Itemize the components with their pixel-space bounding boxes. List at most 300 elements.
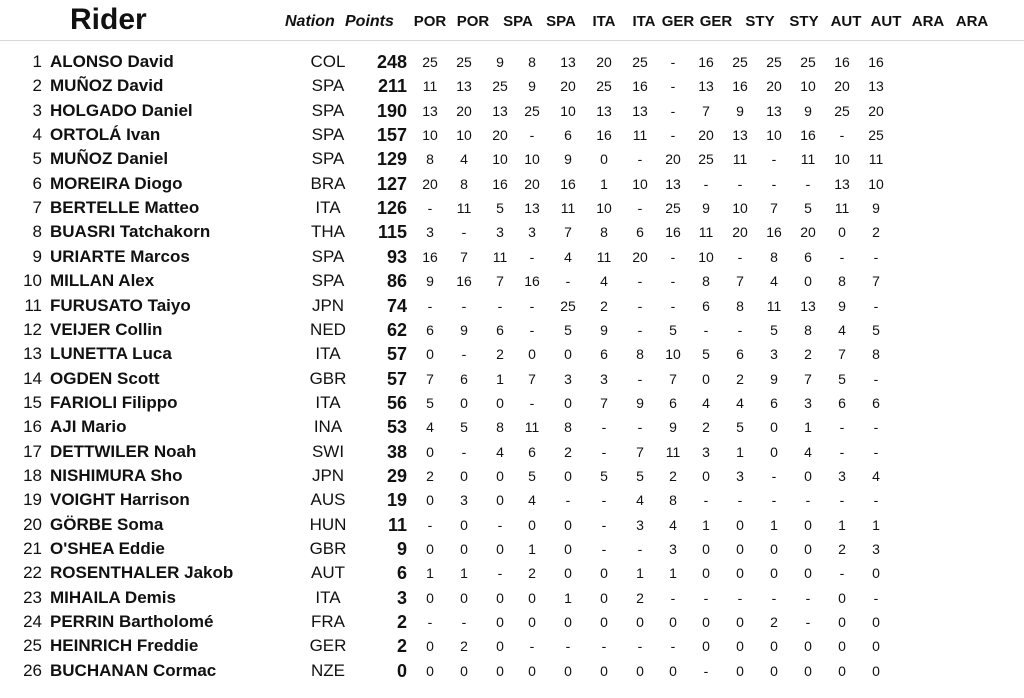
rider-points: 115 [377, 222, 407, 243]
race-result: 8 [564, 419, 572, 436]
rider-name: ALONSO David [50, 52, 174, 71]
rider-points: 9 [396, 539, 407, 559]
race-result: 2 [460, 638, 468, 655]
rider-name: O'SHEA Eddie [50, 539, 165, 558]
race-result: 13 [698, 78, 714, 95]
race-result: 20 [596, 54, 612, 70]
rider-points: 127 [376, 173, 407, 194]
race-result: - [839, 565, 845, 582]
race-result: 0 [496, 589, 504, 606]
table-row [0, 220, 1024, 244]
race-result: 20 [632, 248, 648, 265]
race-result: 25 [698, 151, 714, 168]
race-result: 0 [804, 467, 812, 484]
rider-nation: ITA [315, 587, 341, 607]
race-result: 8 [838, 273, 846, 290]
race-result: 0 [804, 273, 812, 290]
rider-name: HEINRICH Freddie [50, 636, 199, 656]
rider-points: 29 [386, 465, 407, 486]
race-result: 13 [732, 127, 748, 144]
race-column-header: POR [456, 13, 490, 30]
race-result: 10 [732, 200, 748, 217]
race-result: 4 [496, 443, 504, 460]
race-result: 9 [564, 151, 572, 168]
race-result: 20 [492, 127, 508, 144]
race-result: 0 [496, 614, 504, 631]
rider-nation: AUT [311, 563, 345, 583]
race-result: - [637, 321, 643, 338]
rider-position: 11 [24, 295, 42, 315]
rider-points: 19 [386, 490, 407, 511]
race-result: 16 [766, 224, 782, 241]
race-column-header: GER [699, 13, 733, 30]
race-result: - [601, 443, 607, 460]
race-result: 0 [702, 638, 710, 655]
race-result: 0 [804, 541, 812, 557]
race-result: 0 [600, 151, 608, 168]
race-result: 0 [496, 492, 504, 509]
race-result: 1 [770, 516, 778, 533]
race-result: 8 [702, 273, 710, 290]
race-result: 7 [770, 200, 778, 217]
race-result: - [873, 589, 879, 606]
rider-points: 62 [386, 319, 407, 340]
rider-nation: GER [309, 636, 347, 656]
race-result: 9 [669, 419, 677, 436]
race-result: 10 [800, 78, 816, 95]
rider-position: 18 [23, 465, 42, 485]
race-result: 10 [868, 175, 884, 192]
race-result: 0 [770, 638, 778, 655]
race-result: 6 [702, 297, 710, 314]
race-result: 4 [669, 516, 677, 533]
rider-name: URIARTE Marcos [50, 246, 190, 266]
race-result: 0 [702, 541, 710, 557]
race-result: 5 [804, 200, 812, 217]
race-result: 3 [564, 370, 572, 387]
race-result: 3 [838, 467, 846, 484]
race-result: 7 [804, 370, 812, 387]
rider-nation: NZE [311, 660, 345, 680]
race-result: 8 [636, 346, 644, 363]
race-result: 0 [426, 638, 434, 655]
table-row [0, 294, 1024, 318]
race-result: 0 [564, 614, 572, 631]
race-result: 8 [804, 321, 812, 338]
race-result: 7 [496, 273, 504, 290]
race-result: 25 [524, 102, 540, 119]
race-result: - [737, 321, 743, 338]
race-result: 8 [872, 346, 880, 363]
table-row [0, 269, 1024, 293]
race-result: 10 [834, 151, 850, 168]
race-result: 2 [838, 541, 846, 557]
race-result: - [670, 638, 676, 655]
race-result: 16 [665, 224, 681, 241]
rider-name: OGDEN Scott [50, 368, 160, 388]
rider-position: 4 [32, 125, 42, 145]
rider-points: 86 [386, 271, 407, 292]
race-result: 8 [669, 492, 677, 509]
race-result: 5 [426, 394, 434, 411]
race-result: 0 [528, 516, 536, 533]
race-result: - [529, 248, 535, 265]
race-result: 0 [496, 638, 504, 655]
race-result: 25 [665, 200, 681, 217]
race-result: 7 [636, 443, 644, 460]
race-result: 20 [834, 78, 850, 95]
race-result: - [703, 589, 709, 606]
table-row [0, 634, 1024, 658]
rider-points: 2 [396, 612, 407, 633]
race-result: 20 [422, 175, 438, 192]
race-result: 20 [560, 78, 576, 95]
rider-nation: SPA [311, 125, 345, 145]
race-result: 25 [596, 78, 612, 95]
race-result: - [805, 492, 811, 509]
rider-nation: FRA [311, 612, 345, 632]
race-result: 0 [460, 589, 468, 606]
race-result: - [873, 370, 879, 387]
rider-points: 126 [376, 198, 407, 219]
race-result: - [771, 151, 777, 168]
race-column-header: POR [413, 13, 447, 30]
rider-position: 16 [23, 417, 42, 437]
race-result: 0 [426, 346, 434, 363]
race-result: 9 [702, 200, 710, 217]
race-result: 11 [596, 248, 612, 265]
rider-position: 25 [23, 636, 42, 656]
race-column-header: SPA [503, 13, 533, 30]
race-result: 5 [669, 321, 677, 338]
race-result: 0 [770, 541, 778, 557]
race-result: 1 [669, 565, 677, 582]
race-result: - [873, 248, 879, 265]
race-result: 4 [528, 492, 536, 509]
race-result: 1 [838, 516, 846, 533]
race-result: 1 [804, 419, 812, 436]
race-result: 0 [600, 589, 608, 606]
race-result: 0 [600, 614, 608, 631]
race-result: - [637, 541, 643, 557]
race-result: 8 [460, 175, 468, 192]
race-result: 2 [702, 419, 710, 436]
race-result: 11 [868, 151, 884, 168]
race-result: 25 [560, 297, 576, 314]
race-result: 16 [524, 273, 540, 290]
rider-nation: SPA [311, 246, 345, 266]
race-result: 0 [770, 419, 778, 436]
race-result: 10 [524, 151, 540, 168]
race-result: 11 [456, 200, 472, 217]
race-result: 2 [496, 346, 504, 363]
rider-name: MOREIRA Diogo [50, 173, 183, 193]
race-result: 2 [528, 565, 536, 582]
rider-points: 129 [376, 149, 407, 170]
rider-points: 2 [396, 636, 407, 657]
race-result: - [839, 443, 845, 460]
rider-nation: HUN [309, 514, 347, 534]
rider-points: 38 [386, 441, 407, 462]
race-result: 7 [669, 370, 677, 387]
race-result: - [703, 492, 709, 509]
rider-position: 6 [32, 173, 42, 193]
race-result: 20 [732, 224, 748, 241]
race-result: - [637, 273, 643, 290]
table-row [0, 513, 1024, 537]
race-result: 3 [460, 492, 468, 509]
table-row [0, 464, 1024, 488]
race-result: 9 [600, 321, 608, 338]
rider-name: FARIOLI Filippo [50, 392, 178, 412]
race-result: 10 [560, 102, 576, 119]
race-result: 0 [838, 638, 846, 655]
table-row [0, 245, 1024, 269]
rider-name: VOIGHT Harrison [50, 490, 190, 510]
race-result: - [873, 297, 879, 314]
race-result: 3 [669, 541, 677, 557]
rider-name: GÖRBE Soma [50, 514, 164, 534]
rider-nation: JPN [311, 465, 345, 485]
race-result: 0 [636, 662, 644, 679]
rider-position: 1 [32, 52, 42, 71]
race-result: 0 [669, 662, 677, 679]
race-result: 0 [426, 443, 434, 460]
race-result: 0 [496, 467, 504, 484]
race-result: 1 [528, 541, 536, 557]
race-result: 0 [770, 662, 778, 679]
race-result: - [461, 443, 467, 460]
race-result: 13 [422, 102, 438, 119]
race-result: 4 [426, 419, 434, 436]
race-result: 0 [496, 662, 504, 679]
race-result: 0 [600, 565, 608, 582]
race-result: - [461, 346, 467, 363]
race-result: 3 [702, 443, 710, 460]
race-result: 5 [600, 467, 608, 484]
race-result: 2 [636, 589, 644, 606]
race-result: 13 [456, 78, 472, 95]
rider-points: 56 [386, 392, 407, 413]
race-result: 7 [702, 102, 710, 119]
race-result: 11 [800, 151, 816, 168]
race-result: 7 [564, 224, 572, 241]
table-row [0, 123, 1024, 147]
race-result: 4 [636, 492, 644, 509]
race-result: 0 [804, 565, 812, 582]
rider-position: 12 [23, 319, 42, 339]
rider-nation: BRA [310, 173, 346, 193]
race-result: 5 [872, 321, 880, 338]
rider-name: ORTOLÁ Ivan [50, 125, 161, 145]
race-result: 11 [732, 151, 748, 168]
race-result: 6 [564, 127, 572, 144]
race-result: 13 [800, 297, 816, 314]
race-result: 7 [460, 248, 468, 265]
race-result: 5 [460, 419, 468, 436]
race-result: 13 [492, 102, 508, 119]
race-result: 0 [564, 516, 572, 533]
race-result: 0 [564, 394, 572, 411]
rider-position: 9 [32, 246, 42, 266]
table-row [0, 537, 1024, 561]
rider-position: 22 [23, 563, 42, 583]
rider-nation: JPN [311, 295, 345, 315]
race-result: 16 [632, 78, 648, 95]
race-result: 0 [528, 662, 536, 679]
race-result: 16 [456, 273, 472, 290]
race-result: 1 [460, 565, 468, 582]
race-result: - [497, 516, 503, 533]
rider-position: 14 [23, 368, 42, 388]
race-result: - [601, 419, 607, 436]
race-result: - [771, 492, 777, 509]
rider-name: BUASRI Tatchakorn [50, 222, 211, 242]
race-result: 0 [736, 662, 744, 679]
rider-position: 7 [32, 198, 42, 218]
rider-name: BERTELLE Matteo [50, 198, 200, 218]
race-result: - [737, 175, 743, 192]
rider-name: HOLGADO Daniel [50, 100, 193, 120]
race-result: 13 [560, 54, 576, 70]
race-result: - [497, 297, 503, 314]
race-result: - [839, 492, 845, 509]
race-result: - [670, 248, 676, 265]
race-result: 10 [596, 200, 612, 217]
table-row [0, 172, 1024, 196]
race-result: 13 [596, 102, 612, 119]
race-result: 0 [460, 541, 468, 557]
race-result: 9 [770, 370, 778, 387]
race-result: 3 [636, 516, 644, 533]
race-result: 25 [800, 54, 816, 70]
race-result: 6 [528, 443, 536, 460]
race-result: 0 [770, 443, 778, 460]
race-result: 9 [636, 394, 644, 411]
race-result: 0 [460, 516, 468, 533]
race-result: 11 [524, 419, 540, 436]
race-result: 0 [736, 565, 744, 582]
race-result: 0 [426, 541, 434, 557]
race-result: - [771, 589, 777, 606]
race-result: - [427, 516, 433, 533]
race-result: 5 [496, 200, 504, 217]
race-result: 0 [636, 614, 644, 631]
race-result: 0 [838, 224, 846, 241]
race-result: - [737, 248, 743, 265]
table-row [0, 391, 1024, 415]
race-result: 7 [736, 273, 744, 290]
race-result: 8 [770, 248, 778, 265]
race-result: 11 [422, 78, 438, 95]
race-result: 5 [528, 467, 536, 484]
table-row [0, 342, 1024, 366]
race-result: 1 [702, 516, 710, 533]
race-result: 11 [492, 248, 508, 265]
race-result: 0 [702, 370, 710, 387]
race-result: 16 [560, 175, 576, 192]
race-result: 0 [528, 589, 536, 606]
race-result: 3 [426, 224, 434, 241]
rider-nation: ITA [315, 344, 341, 364]
race-result: - [703, 175, 709, 192]
race-result: 0 [460, 662, 468, 679]
rider-position: 5 [32, 149, 42, 169]
race-result: 11 [632, 127, 648, 144]
race-result: 0 [564, 541, 572, 557]
race-result: 5 [736, 419, 744, 436]
race-result: 7 [426, 370, 434, 387]
race-result: 2 [872, 224, 880, 241]
race-column-header: ITA [632, 13, 656, 30]
race-result: 5 [770, 321, 778, 338]
race-result: 3 [770, 346, 778, 363]
rider-name: ROSENTHALER Jakob [50, 563, 234, 583]
race-result: - [529, 638, 535, 655]
race-result: 0 [528, 614, 536, 631]
rider-position: 17 [23, 441, 42, 461]
race-result: 1 [564, 589, 572, 606]
table-row [0, 610, 1024, 634]
rider-nation: GBR [309, 368, 347, 388]
race-result: - [703, 321, 709, 338]
race-result: 4 [770, 273, 778, 290]
race-result: 6 [600, 346, 608, 363]
race-result: 0 [460, 394, 468, 411]
race-result: 25 [766, 54, 782, 70]
race-result: 4 [838, 321, 846, 338]
rider-points: 57 [386, 368, 407, 389]
race-result: 2 [600, 297, 608, 314]
rider-name: AJI Mario [50, 417, 127, 437]
race-result: 13 [632, 102, 648, 119]
race-result: 8 [426, 151, 434, 168]
race-result: 0 [460, 467, 468, 484]
rider-position: 15 [23, 392, 42, 412]
rider-name: PERRIN Bartholomé [50, 612, 214, 632]
race-result: 11 [834, 200, 850, 217]
race-result: 1 [600, 175, 608, 192]
race-result: 11 [698, 224, 714, 241]
race-result: 9 [838, 297, 846, 314]
race-result: 1 [496, 370, 504, 387]
table-row [0, 74, 1024, 98]
rider-points: 190 [376, 100, 407, 121]
race-result: - [839, 127, 845, 144]
race-column-header: AUT [830, 13, 862, 30]
race-result: - [805, 614, 811, 631]
race-result: - [737, 589, 743, 606]
table-row [0, 586, 1024, 610]
race-result: - [529, 394, 535, 411]
race-result: 16 [868, 54, 884, 70]
race-result: 7 [872, 273, 880, 290]
race-result: 11 [665, 443, 681, 460]
race-result: 0 [528, 346, 536, 363]
race-result: 0 [838, 589, 846, 606]
race-result: 5 [702, 346, 710, 363]
race-result: 0 [426, 492, 434, 509]
race-result: 0 [702, 467, 710, 484]
race-result: 0 [702, 565, 710, 582]
race-result: 0 [872, 638, 880, 655]
rider-nation: SPA [311, 100, 345, 120]
race-result: - [670, 102, 676, 119]
race-result: - [703, 662, 709, 679]
race-result: - [565, 273, 571, 290]
race-column-header: GER [661, 13, 695, 30]
race-result: 8 [528, 54, 536, 70]
